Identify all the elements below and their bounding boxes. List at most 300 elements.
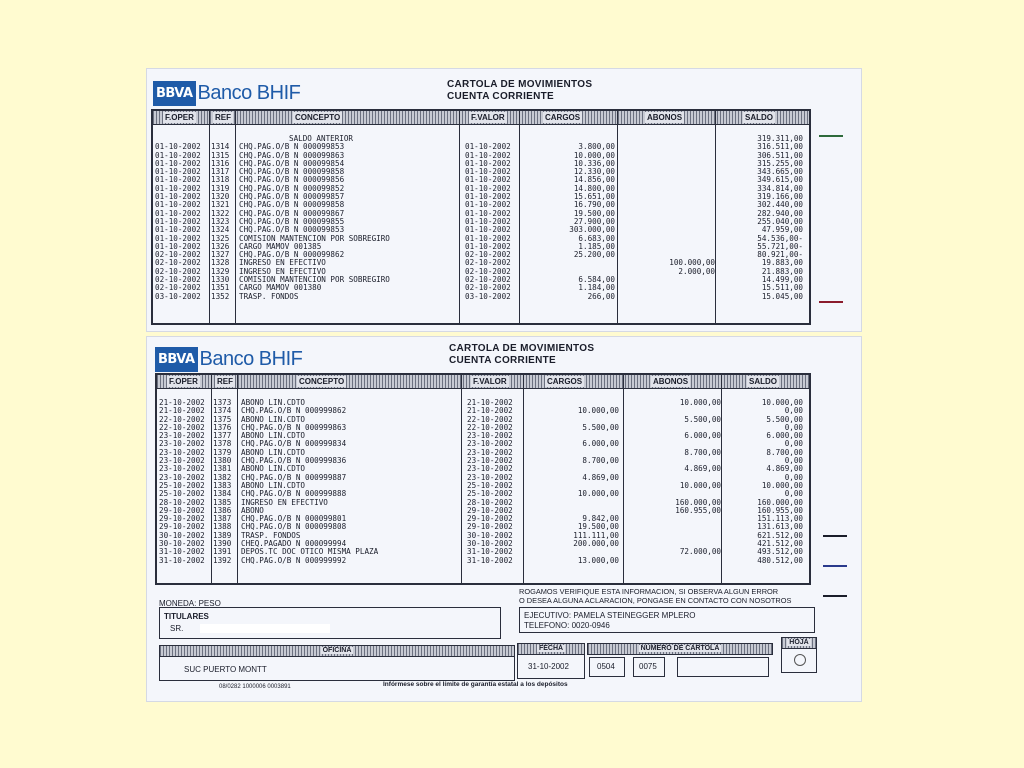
cell-cargo: 15.651,00 [573, 192, 615, 202]
bank-logo [153, 81, 300, 106]
cell-fv: 31-10-2002 [467, 555, 513, 565]
cell-f: 31-10-2002 [159, 547, 205, 557]
cell-saldo: 160.955,00 [757, 505, 803, 515]
oficina-value: SUC PUERTO MONTT [184, 665, 267, 674]
cell-concepto: DEPOS.TC DOC OTICO MISMA PLAZA [241, 547, 379, 557]
cell-saldo: 151.113,00 [757, 514, 803, 524]
header-abonos: ABONOS [653, 377, 689, 386]
cell-f: 01-10-2002 [155, 183, 201, 193]
cell-fv: 23-10-2002 [467, 439, 513, 449]
cell-concepto: CHQ.PAG.O/B N 000099856 [239, 175, 345, 185]
cell-ref: 1391 [213, 547, 232, 557]
cell-saldo: 80.921,00- [757, 250, 803, 260]
cell-concepto: CHQ.PAG.O/B N 000099863 [239, 150, 345, 160]
cell-f: 23-10-2002 [159, 439, 205, 449]
cell-saldo: 0,00 [784, 456, 803, 466]
cell-concepto: ABONO [241, 505, 264, 515]
cell-abono: 160.955,00 [675, 505, 721, 515]
cell-ref: 1314 [211, 142, 230, 152]
cell-ref: 1387 [213, 514, 232, 524]
cell-fv: 01-10-2002 [465, 183, 511, 193]
cell-ref: 1320 [211, 192, 230, 202]
cell-f: 31-10-2002 [159, 555, 205, 565]
cell-concepto: INGRESO EN EFECTIVO [241, 497, 328, 507]
ejecutivo-box [519, 607, 815, 633]
cell-saldo: 255.040,00 [757, 216, 803, 226]
telefono: TELEFONO: 0020-0946 [524, 621, 610, 630]
cell-f: 29-10-2002 [159, 522, 205, 532]
cell-fv: 01-10-2002 [465, 200, 511, 210]
cell-f: 01-10-2002 [155, 241, 201, 251]
cell-concepto: CHQ.PAG.O/B N 000999863 [241, 422, 347, 432]
cell-ref: 1385 [213, 497, 232, 507]
staple-hole-icon [794, 654, 806, 666]
cell-cargo: 3.800,00 [578, 142, 615, 152]
cell-ref: 1329 [211, 266, 230, 276]
cell-saldo: 131.613,00 [757, 522, 803, 532]
titulares-label: TITULARES [164, 612, 209, 621]
header-abonos: ABONOS [647, 113, 683, 122]
fecha-header: FECHA [518, 644, 584, 655]
cell-concepto: INGRESO EN EFECTIVO [239, 266, 326, 276]
cell-ref: 1374 [213, 406, 232, 416]
cell-f: 01-10-2002 [155, 142, 201, 152]
cell-f: 01-10-2002 [155, 192, 201, 202]
margin-mark-blue [823, 565, 847, 567]
cell-ref: 1327 [211, 250, 230, 260]
cell-abono: 72.000,00 [679, 547, 721, 557]
header-f-valor: F.VALOR [473, 377, 507, 386]
column-divider [617, 111, 618, 323]
cell-saldo: 0,00 [784, 439, 803, 449]
cell-saldo: 0,00 [784, 472, 803, 482]
header-concepto: CONCEPTO [299, 377, 345, 386]
cell-cargo: 14.856,00 [573, 175, 615, 185]
cell-cargo: 1.184,00 [578, 283, 615, 293]
movements-table [155, 373, 811, 585]
cell-ref: 1390 [213, 539, 232, 549]
cell-ref: 1318 [211, 175, 230, 185]
cell-fv: 23-10-2002 [467, 431, 513, 441]
cell-ref: 1322 [211, 208, 230, 218]
cell-f: 25-10-2002 [159, 489, 205, 499]
cell-fv: 21-10-2002 [467, 406, 513, 416]
header-f-valor: F.VALOR [471, 113, 505, 122]
cell-saldo: 0,00 [784, 489, 803, 499]
cell-concepto: ABONO LIN.CDTO [241, 480, 306, 490]
margin-mark-black [823, 535, 847, 537]
cell-cargo: 5.500,00 [582, 422, 619, 432]
titular-value: SR. [170, 624, 184, 633]
cell-ref: 1381 [213, 464, 232, 474]
cell-concepto: ABONO LIN.CDTO [241, 398, 306, 407]
header-f-oper: F.OPER [165, 113, 194, 122]
cell-f: 25-10-2002 [159, 480, 205, 490]
cell-cargo: 4.869,00 [582, 472, 619, 482]
cell-concepto: CHQ.PAG.O/B N 000099862 [239, 250, 345, 260]
cell-f: 03-10-2002 [155, 291, 201, 301]
cell-concepto: ABONO LIN.CDTO [241, 431, 306, 441]
table-header [153, 111, 809, 125]
cell-fv: 23-10-2002 [467, 464, 513, 474]
cell-concepto: COMISION MANTENCION POR SOBREGIRO [239, 233, 390, 243]
column-divider [523, 375, 524, 583]
cell-ref: 1384 [213, 489, 232, 499]
cell-ref: 1380 [213, 456, 232, 466]
cell-cargo: 8.700,00 [582, 456, 619, 466]
cell-concepto: CHQ.PAG.O/B N 000999862 [241, 406, 347, 416]
cell-fv: 02-10-2002 [465, 275, 511, 285]
cell-ref: 1378 [213, 439, 232, 449]
cell-saldo: 343.665,00 [757, 167, 803, 177]
cell-f: 02-10-2002 [155, 283, 201, 293]
cell-f: 01-10-2002 [155, 200, 201, 210]
cell-concepto: TRASP. FONDOS [241, 530, 301, 540]
header-saldo: SALDO [749, 377, 777, 386]
cell-f: 01-10-2002 [155, 167, 201, 177]
cell-ref: 1392 [213, 555, 232, 565]
title-line-1: CARTOLA DE MOVIMIENTOS [449, 343, 595, 354]
cell-ref: 1321 [211, 200, 230, 210]
cell-fv: 01-10-2002 [465, 233, 511, 243]
cell-concepto: CHQ.PAG.O/B N 000099801 [241, 514, 347, 524]
cell-ref: 1388 [213, 522, 232, 532]
cell-ref: 1351 [211, 283, 230, 293]
oficina-header: OFICINA [160, 646, 514, 657]
table-row [157, 557, 809, 565]
column-divider [623, 375, 624, 583]
cell-cargo: 10.000,00 [577, 489, 619, 499]
bank-logo [155, 347, 302, 372]
cell-cargo: 13.000,00 [577, 555, 619, 565]
cell-saldo: 421.512,00 [757, 539, 803, 549]
header-ref: REF [215, 113, 231, 122]
cell-fv: 23-10-2002 [467, 447, 513, 457]
cell-abono: 100.000,00 [669, 258, 715, 268]
statement-sheet-2 [146, 336, 862, 702]
oficina-box [159, 645, 515, 681]
cell-concepto: CHQ.PAG.O/B N 000999836 [241, 456, 347, 466]
cell-concepto: COMISION MANTENCION POR SOBREGIRO [239, 275, 390, 285]
cell-ref: 1382 [213, 472, 232, 482]
column-divider [459, 111, 460, 323]
cell-saldo: 319.311,00 [757, 134, 803, 143]
cell-ref: 1323 [211, 216, 230, 226]
moneda-label: MONEDA: PESO [159, 599, 221, 608]
moneda-value: PESO [198, 599, 221, 608]
cell-concepto: INGRESO EN EFECTIVO [239, 258, 326, 268]
margin-mark-black-2 [823, 595, 847, 597]
cell-cargo: 111.111,00 [573, 530, 619, 540]
bbva-logo-mark: BBVA [153, 81, 196, 106]
statement-title [449, 343, 594, 367]
cell-concepto: CARGO MAMOV 001385 [239, 241, 322, 251]
cell-ref: 1383 [213, 480, 232, 490]
cell-cargo: 16.790,00 [573, 200, 615, 210]
cell-ref: 1373 [213, 398, 232, 407]
cell-ref: 1328 [211, 258, 230, 268]
cell-f: 23-10-2002 [159, 472, 205, 482]
cell-saldo: 316.511,00 [757, 142, 803, 152]
cell-f: 23-10-2002 [159, 447, 205, 457]
column-divider [721, 375, 722, 583]
cell-ref: 1325 [211, 233, 230, 243]
header-saldo: SALDO [745, 113, 773, 122]
cell-saldo: 349.615,00 [757, 175, 803, 185]
cell-saldo: 15.511,00 [761, 283, 803, 293]
cell-saldo: 5.500,00 [766, 414, 803, 424]
cell-fv: 30-10-2002 [467, 530, 513, 540]
numero-box-1: 0504 [589, 657, 625, 677]
cell-ref: 1386 [213, 505, 232, 515]
redaction-block [200, 624, 330, 633]
cell-concepto: CHQ.PAG.O/B N 000099858 [239, 167, 345, 177]
numero-cartola [587, 643, 773, 677]
statement-title [447, 79, 592, 103]
cell-saldo: 14.499,00 [761, 275, 803, 285]
cell-f: 01-10-2002 [155, 225, 201, 235]
cell-f: 01-10-2002 [155, 175, 201, 185]
cell-saldo: 160.000,00 [757, 497, 803, 507]
cell-fv: 01-10-2002 [465, 192, 511, 202]
cell-fv: 29-10-2002 [467, 514, 513, 524]
cell-saldo: 621.512,00 [757, 530, 803, 540]
cell-ref: 1317 [211, 167, 230, 177]
cell-concepto: CHQ.PAG.O/B N 000999834 [241, 439, 347, 449]
cell-ref: 1389 [213, 530, 232, 540]
cell-cargo: 9.842,00 [582, 514, 619, 524]
cell-cargo: 6.000,00 [582, 439, 619, 449]
cell-fv: 01-10-2002 [465, 175, 511, 185]
cell-fv: 22-10-2002 [467, 414, 513, 424]
cell-cargo: 14.800,00 [573, 183, 615, 193]
cell-f: 29-10-2002 [159, 505, 205, 515]
cell-fv: 01-10-2002 [465, 216, 511, 226]
column-divider [461, 375, 462, 583]
numero-box-3 [677, 657, 769, 677]
cell-saldo: 15.045,00 [761, 291, 803, 301]
cell-abono: 10.000,00 [679, 398, 721, 407]
title-line-2: CUENTA CORRIENTE [447, 91, 555, 102]
footer-note: Infórmese sobre el límite de garantía estatal a los depósitos [383, 681, 568, 688]
cell-ref: 1375 [213, 414, 232, 424]
title-line-2: CUENTA CORRIENTE [449, 355, 557, 366]
cell-fv: 01-10-2002 [465, 142, 511, 152]
numero-box-2: 0075 [633, 657, 665, 677]
bbva-logo-mark: BBVA [155, 347, 198, 372]
cell-ref: 1376 [213, 422, 232, 432]
cell-cargo: 1.185,00 [578, 241, 615, 251]
cell-saldo: 10.000,00 [761, 480, 803, 490]
cell-ref: 1319 [211, 183, 230, 193]
cell-cargo: 266,00 [587, 291, 615, 301]
cell-concepto: CHQ.PAG.O/B N 000099855 [239, 216, 345, 226]
cell-saldo: 282.940,00 [757, 208, 803, 218]
cell-f: 29-10-2002 [159, 514, 205, 524]
titulares-box [159, 607, 501, 639]
fecha-box [517, 643, 585, 679]
cell-abono: 8.700,00 [684, 447, 721, 457]
bank-name: Banco BHIF [199, 348, 303, 370]
footer-codes: 08/0282 1000006 0003891 [219, 684, 291, 690]
cell-fv: 02-10-2002 [465, 250, 511, 260]
cell-abono: 160.000,00 [675, 497, 721, 507]
header-f-oper: F.OPER [169, 377, 198, 386]
cell-fv: 01-10-2002 [465, 241, 511, 251]
cell-saldo: 6.000,00 [766, 431, 803, 441]
column-divider [715, 111, 716, 323]
cell-f: 21-10-2002 [159, 406, 205, 416]
cell-saldo: 55.721,00- [757, 241, 803, 251]
ejecutivo-name: EJECUTIVO: PAMELA STEINEGGER MPLERO [524, 611, 696, 620]
numero-header: NUMERO DE CARTOLA [587, 643, 773, 655]
cell-f: 01-10-2002 [155, 158, 201, 168]
cell-concepto: CHQ.PAG.O/B N 000099857 [239, 192, 345, 202]
cell-f: 23-10-2002 [159, 464, 205, 474]
table-row [153, 293, 809, 301]
cell-abono: 2.000,00 [678, 266, 715, 276]
cell-f: 01-10-2002 [155, 150, 201, 160]
cell-fv: 21-10-2002 [467, 398, 513, 407]
cell-fv: 03-10-2002 [465, 291, 511, 301]
cell-saldo: 4.869,00 [766, 464, 803, 474]
cell-concepto: CHQ.PAG.O/B N 000099867 [239, 208, 345, 218]
margin-mark-red [819, 301, 843, 303]
cell-concepto: CHQ.PAG.O/B N 000999887 [241, 472, 347, 482]
cell-concepto: CHQ.PAG.O/B N 000099853 [239, 225, 345, 235]
cell-ref: 1330 [211, 275, 230, 285]
cell-ref: 1379 [213, 447, 232, 457]
cell-cargo: 6.584,00 [578, 275, 615, 285]
cell-saldo: 21.883,00 [761, 266, 803, 276]
column-divider [519, 111, 520, 323]
cell-saldo: 493.512,00 [757, 547, 803, 557]
column-divider [209, 111, 210, 323]
cell-fv: 01-10-2002 [465, 208, 511, 218]
cell-cargo: 10.336,00 [573, 158, 615, 168]
cell-fv: 23-10-2002 [467, 472, 513, 482]
cell-abono: 5.500,00 [684, 414, 721, 424]
title-line-1: CARTOLA DE MOVIMIENTOS [447, 79, 593, 90]
cell-f: 22-10-2002 [159, 414, 205, 424]
cell-ref: 1315 [211, 150, 230, 160]
cell-fv: 02-10-2002 [465, 283, 511, 293]
cell-f: 02-10-2002 [155, 266, 201, 276]
table-body [153, 135, 809, 301]
margin-mark-green [819, 135, 843, 137]
cell-f: 28-10-2002 [159, 497, 205, 507]
cell-saldo: 54.536,00- [757, 233, 803, 243]
cell-fv: 01-10-2002 [465, 158, 511, 168]
cell-saldo: 480.512,00 [757, 555, 803, 565]
cell-concepto: CHQ.PAG.O/B N 000099853 [239, 142, 345, 152]
cell-f: 02-10-2002 [155, 250, 201, 260]
cell-cargo: 10.000,00 [577, 406, 619, 416]
cell-fv: 29-10-2002 [467, 505, 513, 515]
cell-fv: 30-10-2002 [467, 539, 513, 549]
header-cargos: CARGOS [547, 377, 583, 386]
cell-cargo: 25.200,00 [573, 250, 615, 260]
cell-cargo: 200.000,00 [573, 539, 619, 549]
cell-ref: 1377 [213, 431, 232, 441]
cell-fv: 01-10-2002 [465, 225, 511, 235]
cell-fv: 01-10-2002 [465, 150, 511, 160]
cell-concepto: ABONO LIN.CDTO [241, 464, 306, 474]
cell-fv: 23-10-2002 [467, 456, 513, 466]
cell-fv: 31-10-2002 [467, 547, 513, 557]
cell-concepto: CARGO MAMOV 001380 [239, 283, 322, 293]
cell-f: 02-10-2002 [155, 258, 201, 268]
cell-saldo: 334.814,00 [757, 183, 803, 193]
column-divider [211, 375, 212, 583]
header-concepto: CONCEPTO [295, 113, 341, 122]
cell-fv: 29-10-2002 [467, 522, 513, 532]
cell-concepto: TRASP. FONDOS [239, 291, 299, 301]
cell-cargo: 19.500,00 [573, 208, 615, 218]
hoja-box [781, 637, 817, 673]
cell-f: 01-10-2002 [155, 233, 201, 243]
cell-saldo: 306.511,00 [757, 150, 803, 160]
cell-cargo: 303.000,00 [569, 225, 615, 235]
cell-concepto: CHQ.PAG.O/B N 000099858 [239, 200, 345, 210]
cell-abono: 6.000,00 [684, 431, 721, 441]
statement-sheet-1 [146, 68, 862, 332]
bank-name: Banco BHIF [197, 82, 301, 104]
cell-cargo: 19.500,00 [577, 522, 619, 532]
cell-concepto: CHQ.PAG.O/B N 000099808 [241, 522, 347, 532]
cell-fv: 25-10-2002 [467, 489, 513, 499]
cell-ref: 1326 [211, 241, 230, 251]
cell-concepto: ABONO LIN.CDTO [241, 414, 306, 424]
cell-concepto: CHQ.PAG.O/B N 000999992 [241, 555, 347, 565]
cell-saldo: 47.959,00 [761, 225, 803, 235]
header-cargos: CARGOS [545, 113, 581, 122]
cell-concepto: CHQ.PAG.O/B N 000099852 [239, 183, 345, 193]
header-ref: REF [217, 377, 233, 386]
cell-cargo: 12.330,00 [573, 167, 615, 177]
cell-cargo: 10.000,00 [573, 150, 615, 160]
cell-ref: 1316 [211, 158, 230, 168]
cell-saldo: 315.255,00 [757, 158, 803, 168]
cell-f: 02-10-2002 [155, 275, 201, 285]
column-divider [235, 111, 236, 323]
cell-ref: 1324 [211, 225, 230, 235]
cell-f: 23-10-2002 [159, 431, 205, 441]
cell-saldo: 8.700,00 [766, 447, 803, 457]
cell-fv: 02-10-2002 [465, 266, 511, 276]
cell-fv: 02-10-2002 [465, 258, 511, 268]
table-body [157, 399, 809, 565]
cell-concepto: CHEQ.PAGADO N 000099994 [241, 539, 347, 549]
cell-f: 22-10-2002 [159, 422, 205, 432]
table-header [157, 375, 809, 389]
cell-cargo: 6.683,00 [578, 233, 615, 243]
cell-saldo: 19.883,00 [761, 258, 803, 268]
cell-concepto: SALDO ANTERIOR [289, 134, 354, 143]
cell-saldo: 0,00 [784, 406, 803, 416]
cell-fv: 28-10-2002 [467, 497, 513, 507]
hoja-header: HOJA [782, 638, 816, 649]
movements-table [151, 109, 811, 325]
cell-concepto: ABONO LIN.CDTO [241, 447, 306, 457]
cell-saldo: 319.166,00 [757, 192, 803, 202]
cell-saldo: 10.000,00 [761, 398, 803, 407]
cell-abono: 4.869,00 [684, 464, 721, 474]
cell-f: 30-10-2002 [159, 539, 205, 549]
cell-f: 23-10-2002 [159, 456, 205, 466]
fecha-value: 31-10-2002 [528, 662, 569, 671]
cell-fv: 25-10-2002 [467, 480, 513, 490]
